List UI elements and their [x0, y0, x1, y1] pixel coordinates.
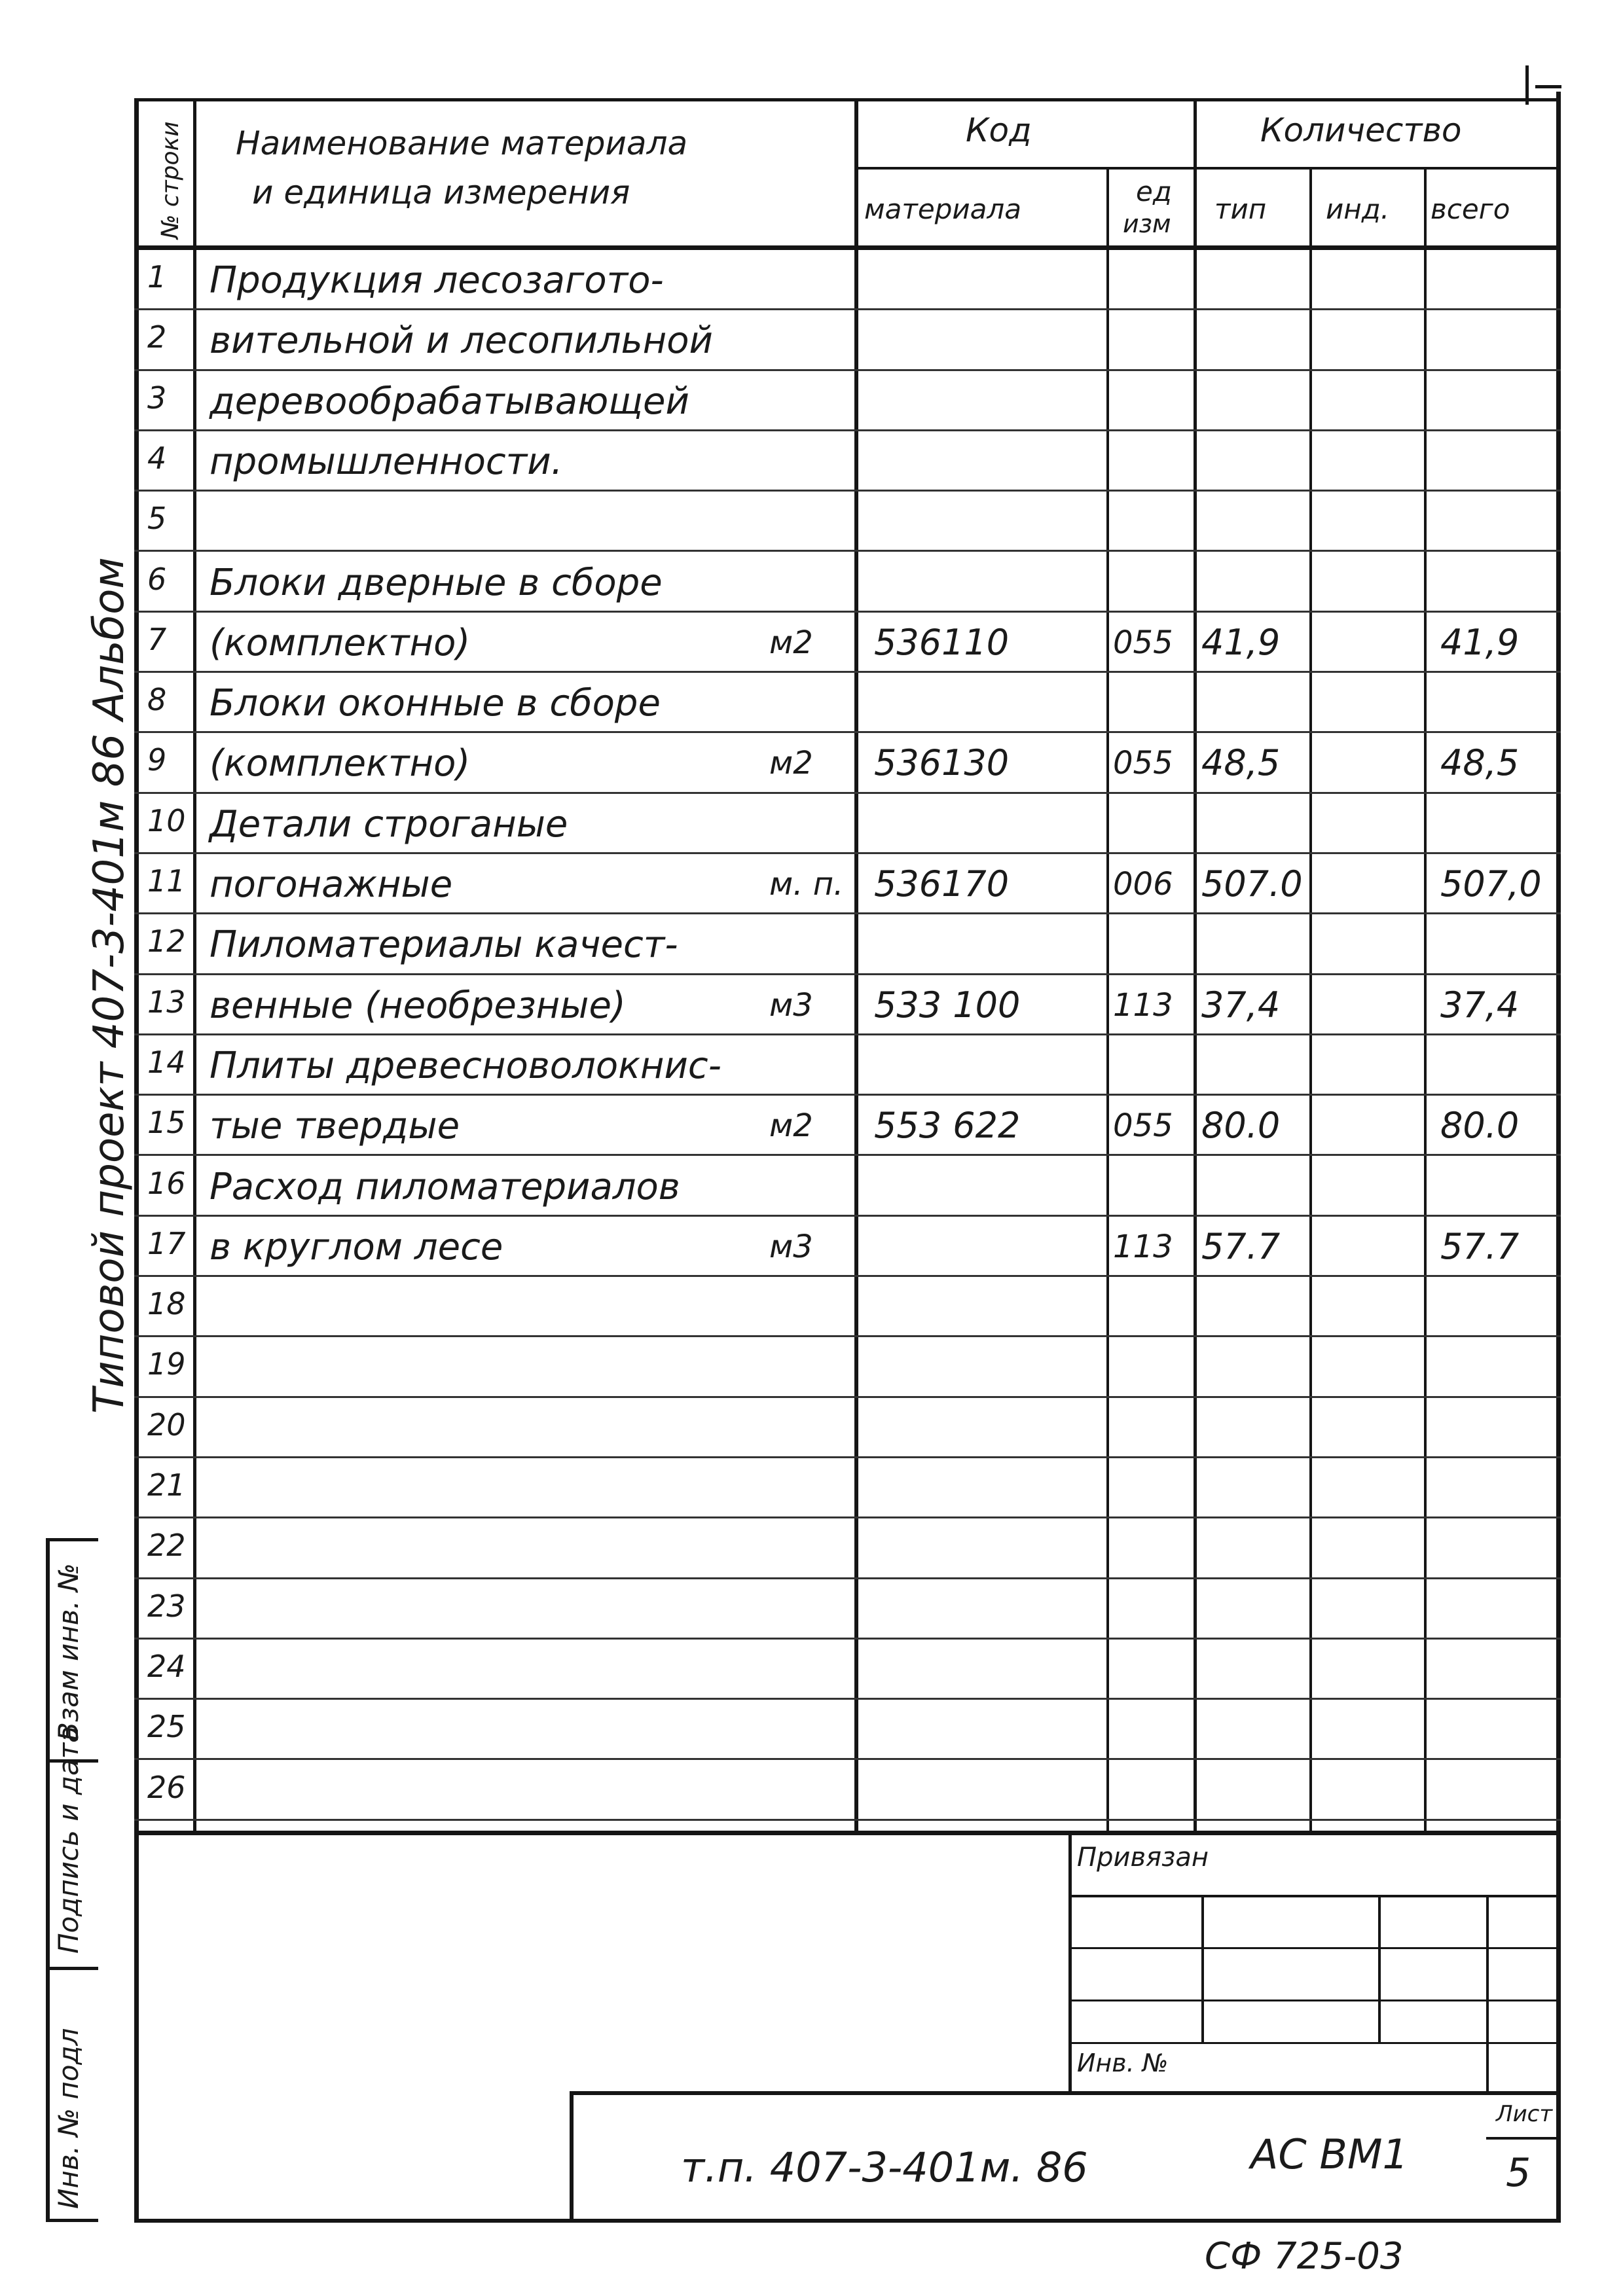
row-qty-total: 37,4	[1440, 984, 1520, 1026]
table-row	[0, 1398, 1623, 1458]
row-unit-code: 055	[1113, 1107, 1173, 1145]
table-row	[0, 1337, 1623, 1397]
footer-privyazan: Привязан	[1077, 1842, 1209, 1873]
stamp-orig-inv: Инв. № подл	[52, 2028, 84, 2209]
table-row	[0, 431, 1623, 492]
row-name: Блоки дверные в сборе	[210, 561, 663, 604]
row-material-code: 536170	[874, 863, 1010, 905]
table-row	[0, 613, 1623, 673]
header-quantity: Количество	[1260, 111, 1462, 149]
row-unit-code: 055	[1113, 745, 1173, 782]
header-code: Код	[966, 111, 1032, 149]
table-row	[0, 975, 1623, 1035]
table-row	[0, 794, 1623, 854]
row-material-code: 536110	[874, 621, 1010, 663]
row-name: (комплектно)	[210, 621, 471, 664]
footer-inv-no: Инв. №	[1077, 2049, 1169, 2077]
album-title-vertical: Типовой проект 407-3-401м 86 Альбом	[85, 557, 134, 1414]
table-row	[0, 1579, 1623, 1640]
row-number: 17	[147, 1225, 186, 1261]
row-number: 3	[147, 380, 167, 416]
row-qty-total: 507,0	[1440, 863, 1542, 905]
row-number: 10	[147, 802, 186, 838]
row-measure-unit: м3	[769, 986, 813, 1024]
header-type: тип	[1214, 193, 1267, 225]
table-row	[0, 1157, 1623, 1217]
row-number: 1	[147, 259, 167, 295]
stamp-signature-date: Подпись и дата	[52, 1726, 84, 1954]
header-total: всего	[1431, 193, 1510, 225]
row-number: 20	[147, 1407, 186, 1443]
row-number: 16	[147, 1165, 186, 1201]
row-name: в круглом лесе	[210, 1225, 503, 1268]
table-row	[0, 310, 1623, 370]
header-unit-1: ед	[1136, 175, 1172, 207]
row-qty-type: 41,9	[1201, 621, 1281, 663]
row-number: 2	[147, 319, 167, 355]
footer-sheet-code: АС ВМ1	[1250, 2130, 1408, 2178]
row-name: погонажные	[210, 863, 453, 906]
row-qty-type: 80.0	[1201, 1105, 1281, 1147]
table-row	[0, 1217, 1623, 1277]
footer-sheet-label: Лист	[1496, 2101, 1553, 2127]
row-number: 4	[147, 440, 167, 476]
row-number: 25	[147, 1709, 186, 1745]
row-name: венные (необрезные)	[210, 984, 626, 1027]
row-material-code: 553 622	[874, 1105, 1021, 1147]
row-name: Плиты древесноволокнис-	[210, 1044, 721, 1087]
frame-top	[134, 98, 1561, 101]
row-measure-unit: м2	[769, 624, 813, 661]
row-number: 11	[147, 863, 186, 899]
row-name: вительной и лесопильной	[210, 319, 713, 363]
row-name: Расход пиломатериалов	[210, 1165, 680, 1208]
row-qty-type: 48,5	[1201, 742, 1281, 784]
header-name-line2: и единица измерения	[252, 173, 630, 211]
row-number: 6	[147, 561, 167, 597]
row-qty-type: 507.0	[1201, 863, 1303, 905]
table-row	[0, 1518, 1623, 1579]
table-row	[0, 371, 1623, 431]
row-number: 15	[147, 1105, 186, 1141]
table-row	[0, 250, 1623, 310]
row-qty-total: 41,9	[1440, 621, 1520, 663]
table-row	[0, 1640, 1623, 1700]
row-unit-code: 006	[1113, 866, 1173, 903]
row-number: 19	[147, 1346, 186, 1382]
row-measure-unit: м3	[769, 1228, 813, 1265]
header-row-no: № строки	[157, 121, 184, 239]
row-name: Детали строганые	[210, 802, 568, 846]
header-name-line1: Наименование материала	[236, 124, 688, 162]
table-row	[0, 914, 1623, 975]
table-row	[0, 854, 1623, 914]
table-row	[0, 552, 1623, 613]
footer-sheet-number: 5	[1506, 2150, 1531, 2196]
table-row	[0, 1035, 1623, 1096]
row-number: 23	[147, 1588, 186, 1624]
footer-doc-code: т.п. 407-3-401м. 86	[681, 2144, 1088, 2191]
table-row	[0, 1761, 1623, 1821]
row-name: тые твердые	[210, 1105, 460, 1148]
row-unit-code: 113	[1113, 986, 1173, 1024]
row-number: 26	[147, 1769, 186, 1805]
row-measure-unit: м. п.	[769, 866, 844, 903]
row-number: 5	[147, 501, 167, 537]
footer-bottom-code: СФ 725-03	[1205, 2235, 1404, 2278]
table-row	[0, 733, 1623, 793]
row-number: 8	[147, 682, 167, 718]
row-measure-unit: м2	[769, 1107, 813, 1145]
header-unit-2: изм	[1123, 209, 1171, 238]
row-number: 9	[147, 742, 167, 778]
table-row	[0, 492, 1623, 552]
row-number: 21	[147, 1467, 186, 1503]
header-code-material: материала	[864, 193, 1022, 225]
row-material-code: 533 100	[874, 984, 1021, 1026]
row-number: 24	[147, 1648, 186, 1684]
row-measure-unit: м2	[769, 745, 813, 782]
row-name: Блоки оконные в сборе	[210, 682, 661, 725]
row-unit-code: 055	[1113, 624, 1173, 661]
row-number: 7	[147, 621, 167, 657]
table-row	[0, 1700, 1623, 1760]
table-row	[0, 673, 1623, 733]
row-unit-code: 113	[1113, 1228, 1173, 1265]
row-name: (комплектно)	[210, 742, 471, 785]
stamp-replaced-inv: Взам инв. №	[52, 1563, 84, 1741]
row-number: 13	[147, 984, 186, 1020]
row-name: промышленности.	[210, 440, 563, 483]
row-name: Продукция лесозаготo-	[210, 259, 664, 302]
table-row	[0, 1458, 1623, 1518]
table-row	[0, 1096, 1623, 1156]
row-number: 12	[147, 924, 186, 960]
row-qty-total: 80.0	[1440, 1105, 1520, 1147]
row-number: 14	[147, 1044, 186, 1080]
row-qty-total: 57.7	[1440, 1225, 1520, 1267]
row-qty-type: 57.7	[1201, 1225, 1281, 1267]
header-bottom	[134, 245, 1561, 250]
row-name: Пиломатериалы качест-	[210, 924, 678, 967]
row-qty-total: 48,5	[1440, 742, 1520, 784]
row-name: деревообрабатывающей	[210, 380, 689, 423]
row-number: 18	[147, 1286, 186, 1322]
row-material-code: 536130	[874, 742, 1010, 784]
table-row	[0, 1277, 1623, 1337]
header-ind: инд.	[1326, 193, 1390, 225]
row-qty-type: 37,4	[1201, 984, 1281, 1026]
row-number: 22	[147, 1528, 186, 1564]
